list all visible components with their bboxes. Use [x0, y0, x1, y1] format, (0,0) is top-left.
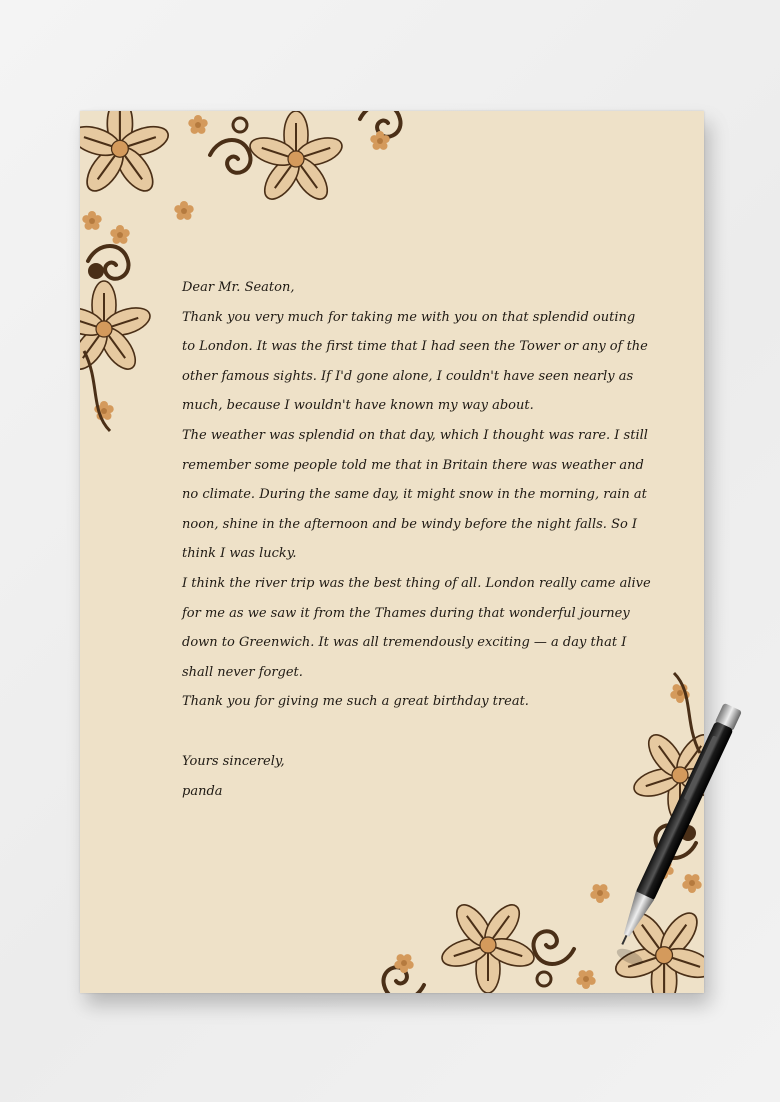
letter-body: [182, 273, 652, 806]
paragraph: Thank you very much for taking me with you on that splendid outing to London. It was the first time that I had seen the Tower or any of the other famous sights. If I'd gone alone, I couldn't have seen nearly as much, because I wouldn't have known my way about.: [182, 309, 648, 414]
letter-paper: [80, 111, 704, 993]
paragraph: The weather was splendid on that day, which I thought was rare. I still remember some people told me that in Britain there was weather and no climate. During the same day, it might snow in the morning, rain at noon, shine in the afternoon and be windy before the night falls. So I think I was lucky.: [182, 427, 648, 562]
closing: Yours sincerely,: [182, 753, 285, 769]
salutation: Dear Mr. Seaton,: [182, 280, 295, 295]
paragraph: I think the river trip was the best thing of all. London really came alive for me as we saw it from the Thames during that wonderful journey down to Greenwich. It was all tremendously exciting — a day that I shall never forget.: [182, 575, 651, 680]
paragraph: Thank you for giving me such a great birthday treat.: [182, 694, 529, 710]
signature: panda: [182, 783, 223, 799]
spacer: [182, 717, 652, 747]
